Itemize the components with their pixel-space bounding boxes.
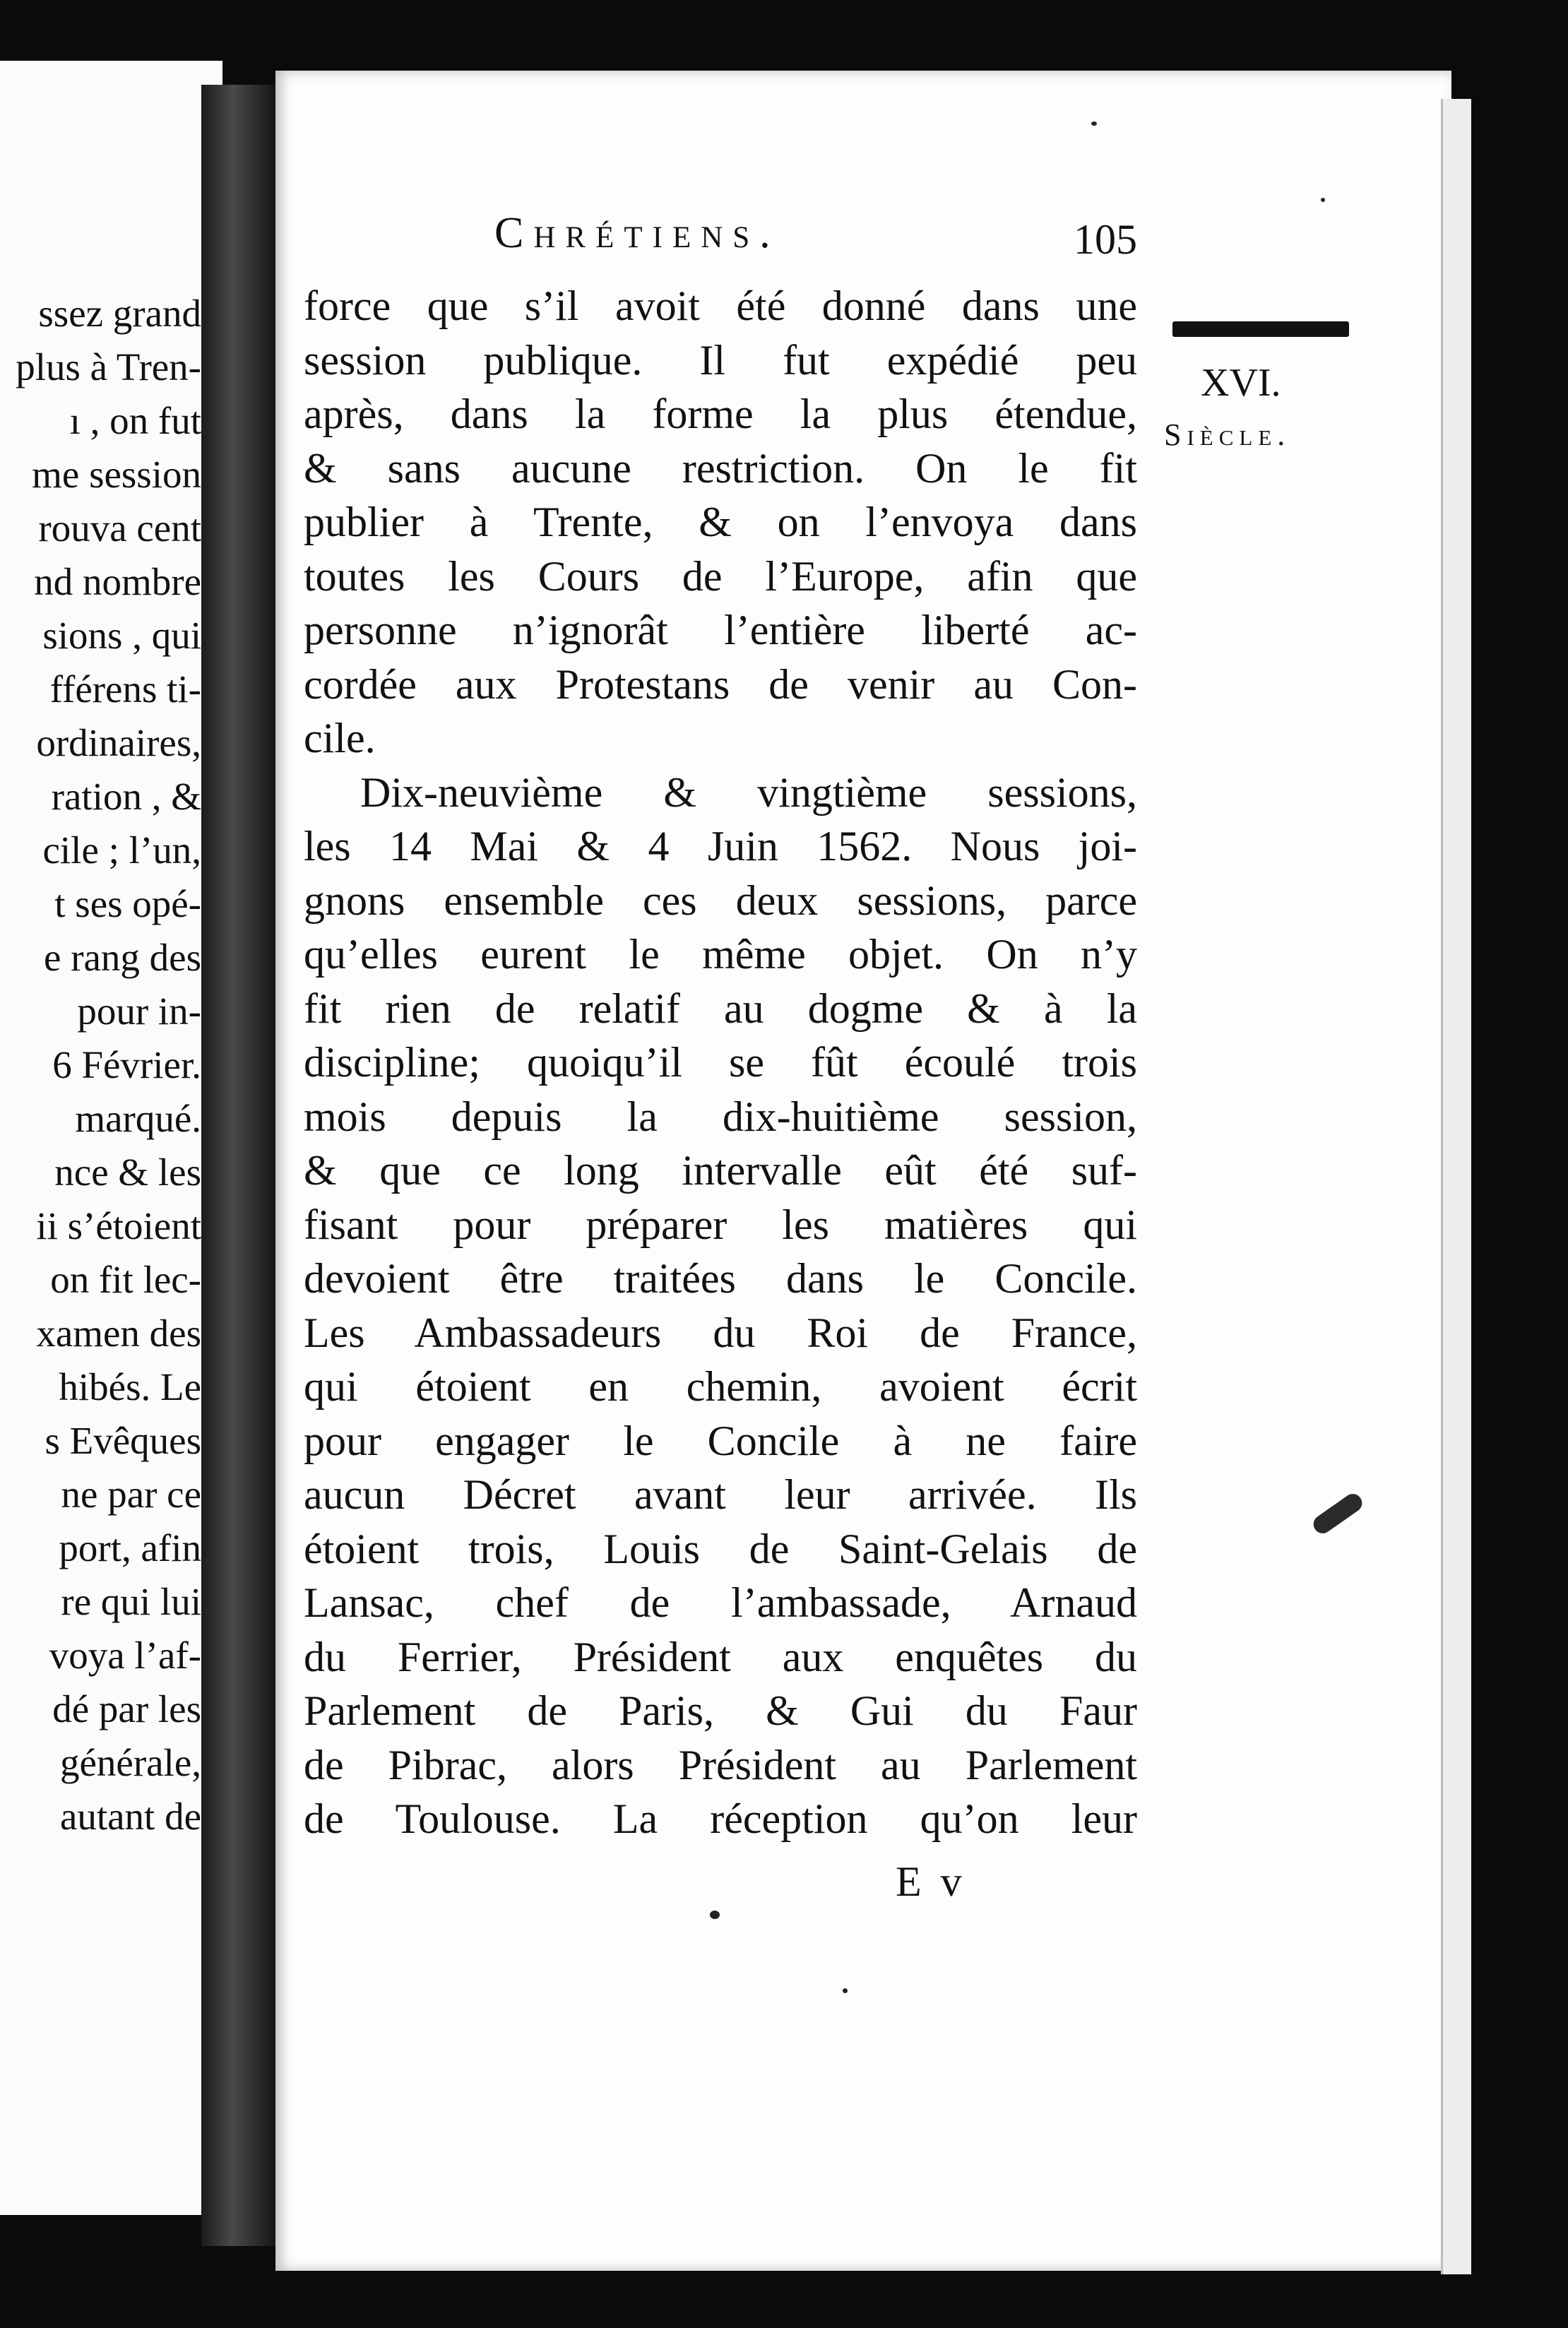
previous-line: pour in- <box>77 990 201 1033</box>
text-line: Parlement de Paris, & Gui du Faur <box>304 1687 1137 1734</box>
text-line: devoient être traitées dans le Concile. <box>304 1255 1137 1302</box>
scan-speck <box>843 1988 848 1993</box>
previous-line: ii s’étoient <box>36 1204 201 1247</box>
previous-line: s Evêques <box>44 1419 201 1462</box>
text-line: discipline; quoiqu’il se fût écoulé trois <box>304 1039 1137 1086</box>
text-line: gnons ensemble ces deux sessions, parce <box>304 877 1137 924</box>
previous-line: ssez grand <box>38 292 201 335</box>
text-line: de Toulouse. La réception qu’on leur <box>304 1795 1137 1842</box>
text-line: fit rien de relatif au dogme & à la <box>304 985 1137 1032</box>
previous-line: hibés. Le <box>59 1365 201 1408</box>
text-line: pour engager le Concile à ne faire <box>304 1417 1137 1464</box>
previous-line: t ses opé- <box>54 882 201 925</box>
previous-line: on fit lec- <box>50 1258 201 1301</box>
scan-speck <box>1091 121 1097 126</box>
text-line: Dix-neuvième & vingtième sessions, <box>360 768 1137 816</box>
text-line: toutes les Cours de l’Europe, afin que <box>304 552 1137 600</box>
text-line: Lansac, chef de l’ambassade, Arnaud <box>304 1579 1137 1626</box>
previous-line: ration , & <box>51 775 201 818</box>
text-line: qui étoient en chemin, avoient écrit <box>304 1363 1137 1410</box>
text-line: étoient trois, Louis de Saint-Gelais de <box>304 1525 1137 1572</box>
previous-line: ordinaires, <box>36 721 201 764</box>
text-line: fisant pour préparer les matières qui <box>304 1201 1137 1248</box>
previous-line: e rang des <box>44 936 201 979</box>
previous-page <box>0 61 222 2215</box>
text-line: qu’elles eurent le même objet. On n’y <box>304 931 1137 978</box>
margin-note-century: XVI. <box>1201 361 1281 405</box>
text-line: personne n’ignorât l’entière liberté ac- <box>304 607 1137 653</box>
page-number: 105 <box>1074 216 1137 263</box>
margin-rule <box>1172 321 1349 337</box>
previous-line: 6 Février. <box>52 1043 201 1086</box>
previous-line: générale, <box>60 1741 201 1784</box>
previous-line: xamen des <box>36 1312 201 1355</box>
previous-line: ı , on fut <box>69 399 201 442</box>
text-line: de Pibrac, alors Président au Parlement <box>304 1741 1137 1788</box>
previous-line: fférens ti- <box>49 667 201 711</box>
signature-mark: E v <box>896 1858 966 1905</box>
text-line: cile. <box>304 715 376 761</box>
previous-line: sions , qui <box>42 614 201 657</box>
previous-line: nce & les <box>54 1151 201 1194</box>
previous-line: dé par les <box>52 1687 201 1730</box>
previous-line: port, afin <box>59 1526 201 1569</box>
previous-line: autant de <box>59 1795 201 1838</box>
text-line: cordée aux Protestans de venir au Con- <box>304 660 1137 708</box>
previous-line: voya l’af- <box>49 1634 201 1677</box>
running-head: Chrétiens. <box>494 209 780 257</box>
text-line: mois depuis la dix-huitième session, <box>304 1093 1137 1140</box>
body-text <box>304 279 1137 1846</box>
previous-page-text <box>0 287 201 1843</box>
text-line: publier à Trente, & on l’envoya dans <box>304 499 1137 545</box>
previous-line: me session <box>32 453 201 496</box>
text-line: force que s’il avoit été donné dans une <box>304 283 1137 329</box>
previous-line: ne par ce <box>61 1473 201 1516</box>
margin-note-label: Siècle. <box>1164 417 1291 452</box>
previous-line: plus à Tren- <box>16 345 201 388</box>
book-gutter <box>201 85 279 2246</box>
text-line: après, dans la forme la plus étendue, <box>304 391 1137 437</box>
text-line: & sans aucune restriction. On le fit <box>304 444 1137 492</box>
text-line: Les Ambassadeurs du Roi de France, <box>304 1309 1137 1356</box>
text-line: aucun Décret avant leur arrivée. Ils <box>304 1471 1137 1518</box>
text-line: session publique. Il fut expédié peu <box>304 336 1137 384</box>
page-edge <box>1441 99 1471 2274</box>
previous-line: nd nombre <box>34 560 201 603</box>
scan-speck <box>710 1911 720 1919</box>
text-line: du Ferrier, Président aux enquêtes du <box>304 1633 1137 1680</box>
previous-line: marqué. <box>75 1097 201 1140</box>
previous-line: cile ; l’un, <box>42 829 201 872</box>
text-line: & que ce long intervalle eût été suf- <box>304 1147 1137 1194</box>
previous-line: rouva cent <box>38 506 201 550</box>
text-line: les 14 Mai & 4 Juin 1562. Nous joi- <box>304 823 1137 869</box>
scan-speck <box>1321 198 1325 202</box>
previous-line: re qui lui <box>61 1580 201 1623</box>
